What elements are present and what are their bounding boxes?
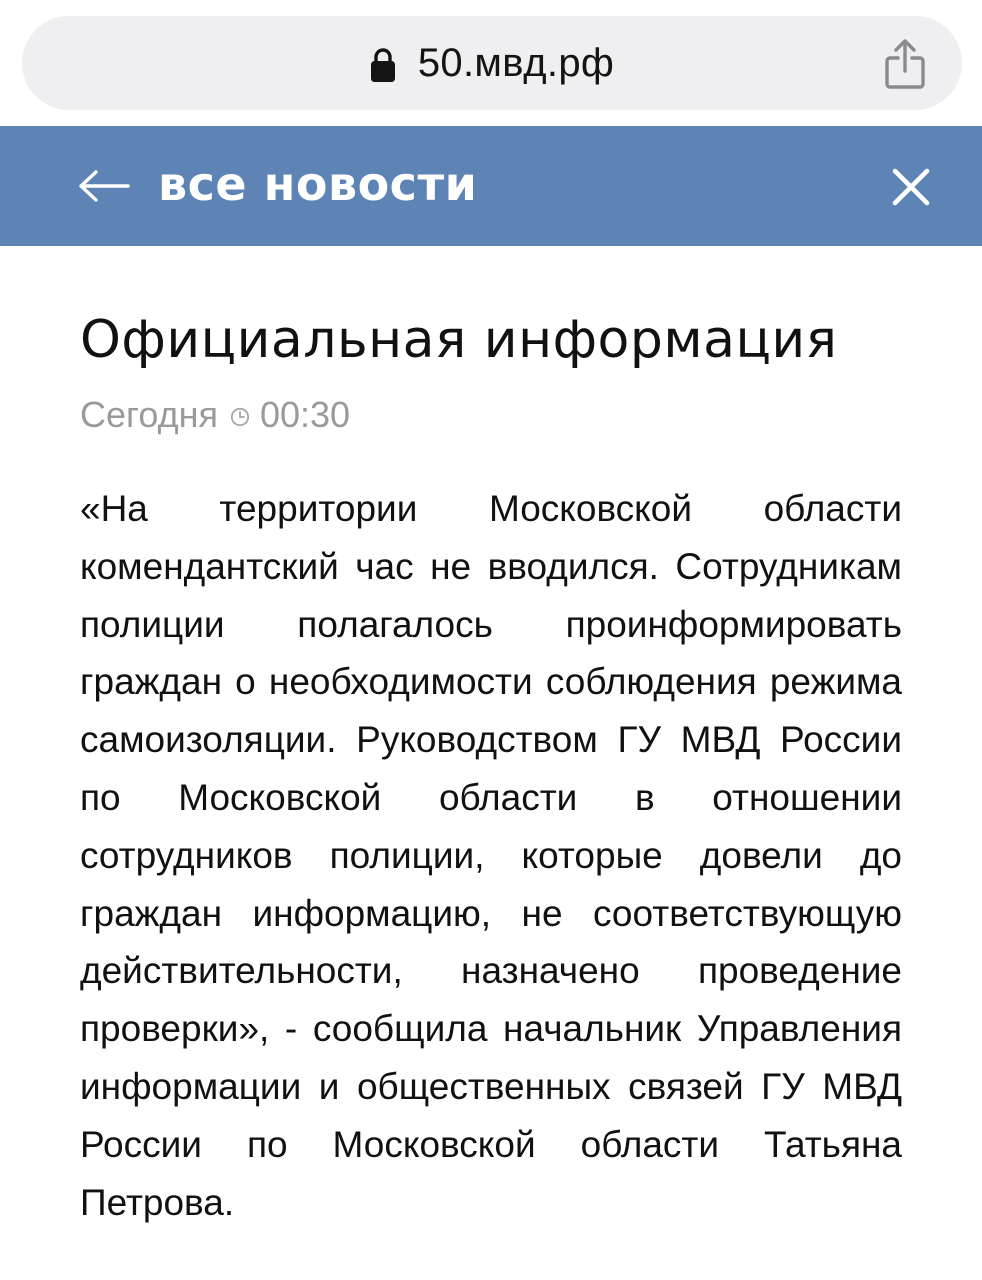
article-title: Официальная информация bbox=[80, 310, 838, 370]
news-header bbox=[0, 126, 982, 246]
arrow-left-icon bbox=[78, 169, 130, 203]
article-meta bbox=[80, 392, 902, 438]
share-icon[interactable] bbox=[884, 38, 926, 90]
url-text: 50.мвд.рф bbox=[417, 40, 615, 85]
lock-icon bbox=[370, 47, 396, 83]
url-display[interactable] bbox=[22, 16, 962, 110]
article bbox=[80, 246, 902, 1231]
clock-icon bbox=[230, 407, 250, 427]
back-label: все новости bbox=[158, 157, 478, 211]
close-icon[interactable] bbox=[892, 168, 930, 206]
time-label: 00:30 bbox=[259, 394, 351, 435]
browser-chrome bbox=[0, 0, 982, 126]
all-news-back-link[interactable] bbox=[78, 126, 477, 246]
article-body: «На территории Московской области комендантский час не вводился. Сотрудникам полиции полагалось проинформировать граждан о необходимости соблюдения режима самоизоляции. Руководством ГУ МВД России по Московской области в отношении сотрудников полиции, которые довели до граждан информацию, не соответствующую действительности, назначено проведение проверки», - сообщила начальник Управления информации и общественных связей ГУ МВД России по Московской области Татьяна Петрова. bbox=[80, 488, 902, 1223]
address-bar[interactable] bbox=[22, 16, 962, 110]
date-label: Сегодня bbox=[80, 394, 218, 435]
